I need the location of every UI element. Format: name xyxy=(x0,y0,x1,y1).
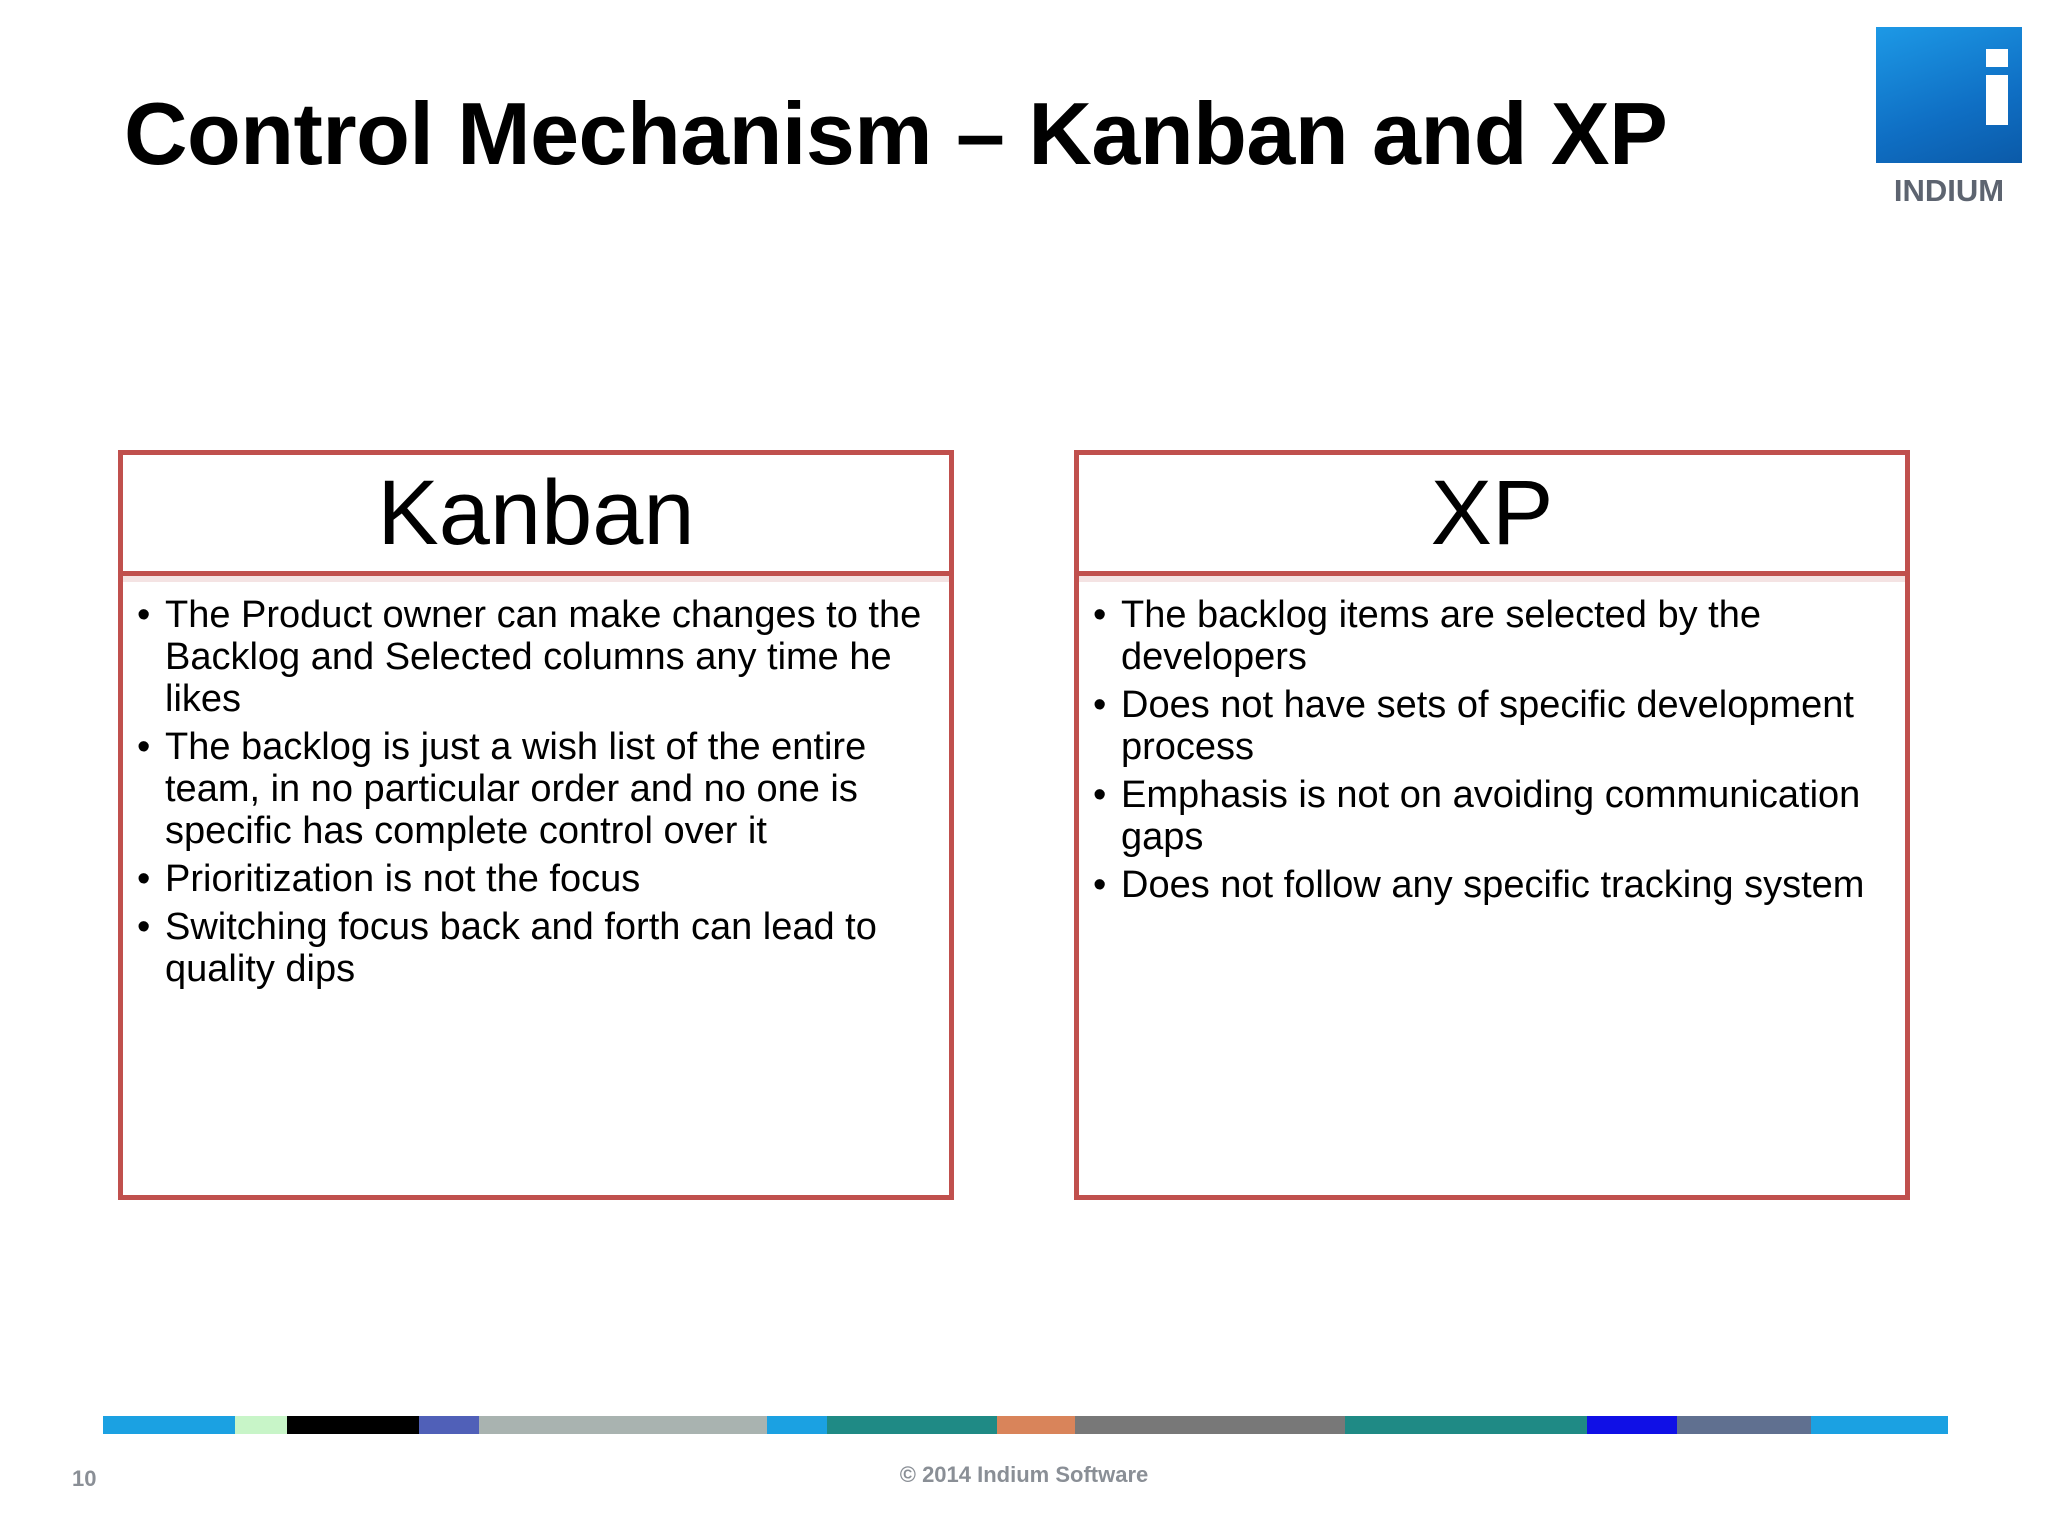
color-strip-segment xyxy=(419,1416,479,1434)
color-strip-segment xyxy=(827,1416,997,1434)
kanban-bullet-item: • The backlog is just a wish list of the entire team, in no particular order and no one is specific has complete control over it xyxy=(137,726,931,852)
kanban-bullet-item: • The Product owner can make changes to the Backlog and Selected columns any time he likes xyxy=(137,594,931,720)
color-strip-segment xyxy=(1811,1416,1948,1434)
color-strip-segment xyxy=(479,1416,767,1434)
xp-heading: XP xyxy=(1079,455,1905,576)
color-strip-segment xyxy=(997,1416,1075,1434)
color-strip-segment xyxy=(1587,1416,1677,1434)
color-strip-segment xyxy=(287,1416,419,1434)
kanban-bullet-item: • Switching focus back and forth can lead to quality dips xyxy=(137,906,931,990)
xp-bullet-item: • The backlog items are selected by the developers xyxy=(1093,594,1887,678)
logo-i-dot xyxy=(1986,49,2008,67)
footer-color-strip xyxy=(103,1416,1948,1434)
xp-body xyxy=(1079,576,1905,906)
indium-logo xyxy=(1876,27,2022,207)
xp-bullet-item: • Does not have sets of specific development process xyxy=(1093,684,1887,768)
xp-bullet-list xyxy=(1093,594,1887,906)
color-strip-segment xyxy=(103,1416,235,1434)
kanban-panel xyxy=(118,450,954,1200)
logo-i-stem xyxy=(1986,75,2008,125)
page-number: 10 xyxy=(72,1466,97,1491)
kanban-bullet-list xyxy=(137,594,931,990)
kanban-bullet-item: • Prioritization is not the focus xyxy=(137,858,931,900)
color-strip-segment xyxy=(1345,1416,1587,1434)
logo-wordmark: INDIUM xyxy=(1893,173,2005,208)
xp-bullet-item: • Does not follow any specific tracking system xyxy=(1093,864,1887,906)
xp-panel xyxy=(1074,450,1910,1200)
kanban-body xyxy=(123,576,949,990)
copyright-notice: © 2014 Indium Software xyxy=(899,1462,1149,1487)
slide-title: Control Mechanism – Kanban and XP xyxy=(124,84,1668,183)
color-strip-segment xyxy=(1075,1416,1345,1434)
color-strip-segment xyxy=(1677,1416,1811,1434)
kanban-heading: Kanban xyxy=(123,455,949,576)
color-strip-segment xyxy=(235,1416,287,1434)
logo-square-icon xyxy=(1876,27,2022,163)
color-strip-segment xyxy=(767,1416,827,1434)
xp-bullet-item: • Emphasis is not on avoiding communication gaps xyxy=(1093,774,1887,858)
